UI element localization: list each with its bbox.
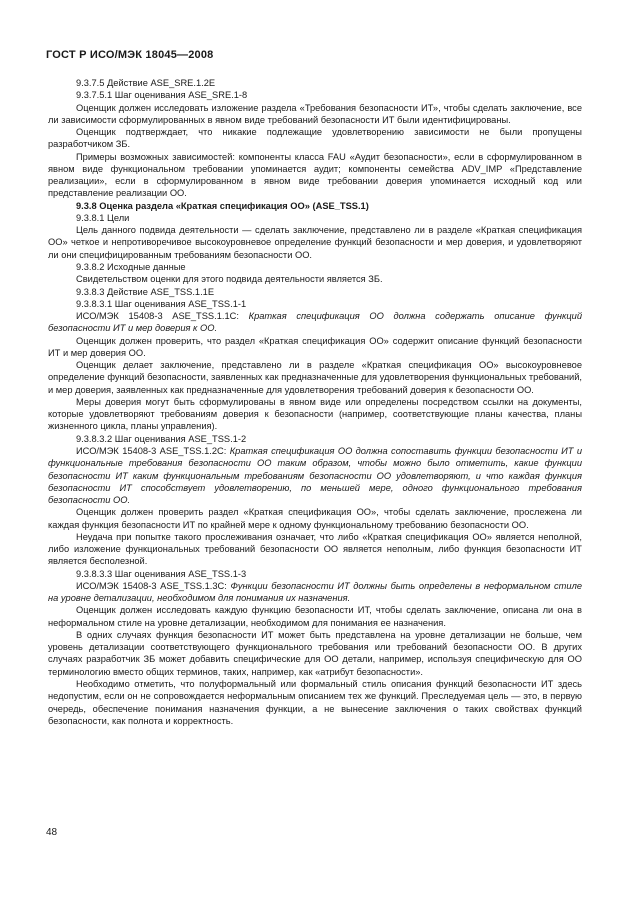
page-number: 48 [46, 827, 58, 838]
subsection-heading: 9.3.8.1 Цели [76, 212, 130, 223]
document-body [48, 77, 582, 727]
body-paragraph: Оценщик делает заключение, представлено ли в разделе «Краткая спецификация ОО» высокоуровневое определение функций безопасности, заявленных как предназначенные для удовлетворения функциональных требований, и мер доверия, заявленных как предназначенные для удовлетворения требований доверия к безопасности ОО. [48, 360, 582, 395]
citation-reference: ИСО/МЭК 15408-3 ASE_TSS.1.3C: [76, 580, 231, 591]
body-paragraph: Оценщик подтверждает, что никакие подлежащие удовлетворению зависимости не были пропущены разработчиком ЗБ. [48, 127, 582, 150]
citation-text: Краткая спецификация ОО должна содержать описание функций безопасности ИТ и мер доверия к ОО. [48, 311, 582, 334]
citation-text: Краткая спецификация ОО должна сопоставить функции безопасности ИТ и функциональные требования безопасности ОО таким образом, чтобы можно было отметить, какие функции безопасности ИТ каким функциональным требованиям безопасности ОО удовлетворяют, и что каждая функция безопасности ИТ способствует удовлетворению, по меньшей мере, одного функционального требования безопасности ОО. [48, 445, 583, 506]
citation-reference: ИСО/МЭК 15408-3 ASE_TSS.1.1C: [76, 311, 249, 322]
requirement-citation [48, 580, 582, 605]
body-paragraph: Оценщик должен исследовать изложение раздела «Требования безопасности ИТ», чтобы сделать заключение, все ли зависимости сформулированных в явном виде требований безопасности ИТ были идентифицированы. [48, 102, 582, 125]
body-paragraph: Необходимо отметить, что полуформальный или формальный стиль описания функций безопасности ИТ здесь недопустим, если он не сопровождается неформальным описанием тех же функций. Преследуемая цель — это, в первую очередь, обеспечение понимания назначения функции, а не вынесение заключения о таких свойствах функций безопасности, как полнота и корректность. [48, 679, 582, 726]
step-heading: 9.3.8.3.1 Шаг оценивания ASE_TSS.1-1 [76, 298, 247, 309]
requirement-citation [48, 445, 582, 506]
body-paragraph: Свидетельством оценки для этого подвида деятельности является ЗБ. [76, 274, 383, 285]
clause-heading: 9.3.8.3 Действие ASE_TSS.1.1E [76, 286, 215, 297]
body-paragraph: Цель данного подвида деятельности — сделать заключение, представлено ли в разделе «Краткая спецификация ОО» четкое и непротиворечивое высокоуровневое определение функций безопасности и мер доверия, и удовлетворяют ли они специфицированным требованиям безопасности ОО. [48, 225, 582, 260]
step-heading: 9.3.8.3.3 Шаг оценивания ASE_TSS.1-3 [76, 568, 247, 579]
body-paragraph: Меры доверия могут быть сформулированы в явном виде или определены посредством ссылки на документы, которые удовлетворяют требованиям доверия к безопасности (например, соответствующие планы качества, планы жизненного цикла, планы управления). [48, 396, 582, 432]
clause-heading: 9.3.7.5 Действие ASE_SRE.1.2E [76, 78, 216, 88]
requirement-citation [48, 310, 582, 335]
body-paragraph: Оценщик должен исследовать каждую функцию безопасности ИТ, чтобы сделать заключение, описана ли она в неформальном стиле на уровне детализации, необходимом для понимания ее назначения. [48, 605, 582, 628]
document-header: ГОСТ Р ИСО/МЭК 18045—2008 [46, 49, 214, 61]
step-heading: 9.3.8.3.2 Шаг оценивания ASE_TSS.1-2 [76, 433, 247, 444]
body-paragraph: Оценщик должен проверить раздел «Краткая спецификация ОО», чтобы сделать заключение, прослежена ли каждая функция безопасности ИТ по крайней мере к одному функциональному требованию безопасности ОО. [48, 507, 582, 530]
body-paragraph: Оценщик должен проверить, что раздел «Краткая спецификация ОО» содержит описание функций безопасности ИТ и мер доверия ОО. [48, 335, 582, 358]
section-heading: 9.3.8 Оценка раздела «Краткая спецификация ОО» (ASE_TSS.1) [76, 200, 369, 211]
step-heading: 9.3.7.5.1 Шаг оценивания ASE_SRE.1-8 [76, 90, 248, 101]
citation-reference: ИСО/МЭК 15408-3 ASE_TSS.1.2C: [76, 445, 230, 456]
body-paragraph: Неудача при попытке такого прослеживания означает, что либо «Краткая спецификация ОО» является неполной, либо изложение функциональных требований безопасности ОО является неполным, либо функция безопасности ИТ является бесполезной. [48, 531, 582, 567]
body-paragraph: Примеры возможных зависимостей: компоненты класса FAU «Аудит безопасности», если в сформулированном в явном виде функциональном требовании упоминается аудит; компоненты семейства ADV_IMP «Представление реализации», если в сформулированном в явном виде требовании доверия упоминается исходный код или представление реализации ОО. [48, 151, 582, 199]
body-paragraph: В одних случаях функция безопасности ИТ может быть представлена на уровне детализации не больше, чем уровень детализации соответствующего функционального требования или требований безопасности ОО. В других случаях разработчик ЗБ может добавить специфические для ОО детали, например, используя специфическую для ОО терминологию вместо общих терминов, таких, например, как «атрибут безопасности». [48, 629, 582, 677]
subsection-heading: 9.3.8.2 Исходные данные [76, 261, 186, 272]
citation-text: Функции безопасности ИТ должны быть определены в неформальном стиле на уровне детализации, необходимом для понимания их назначения. [48, 580, 582, 604]
